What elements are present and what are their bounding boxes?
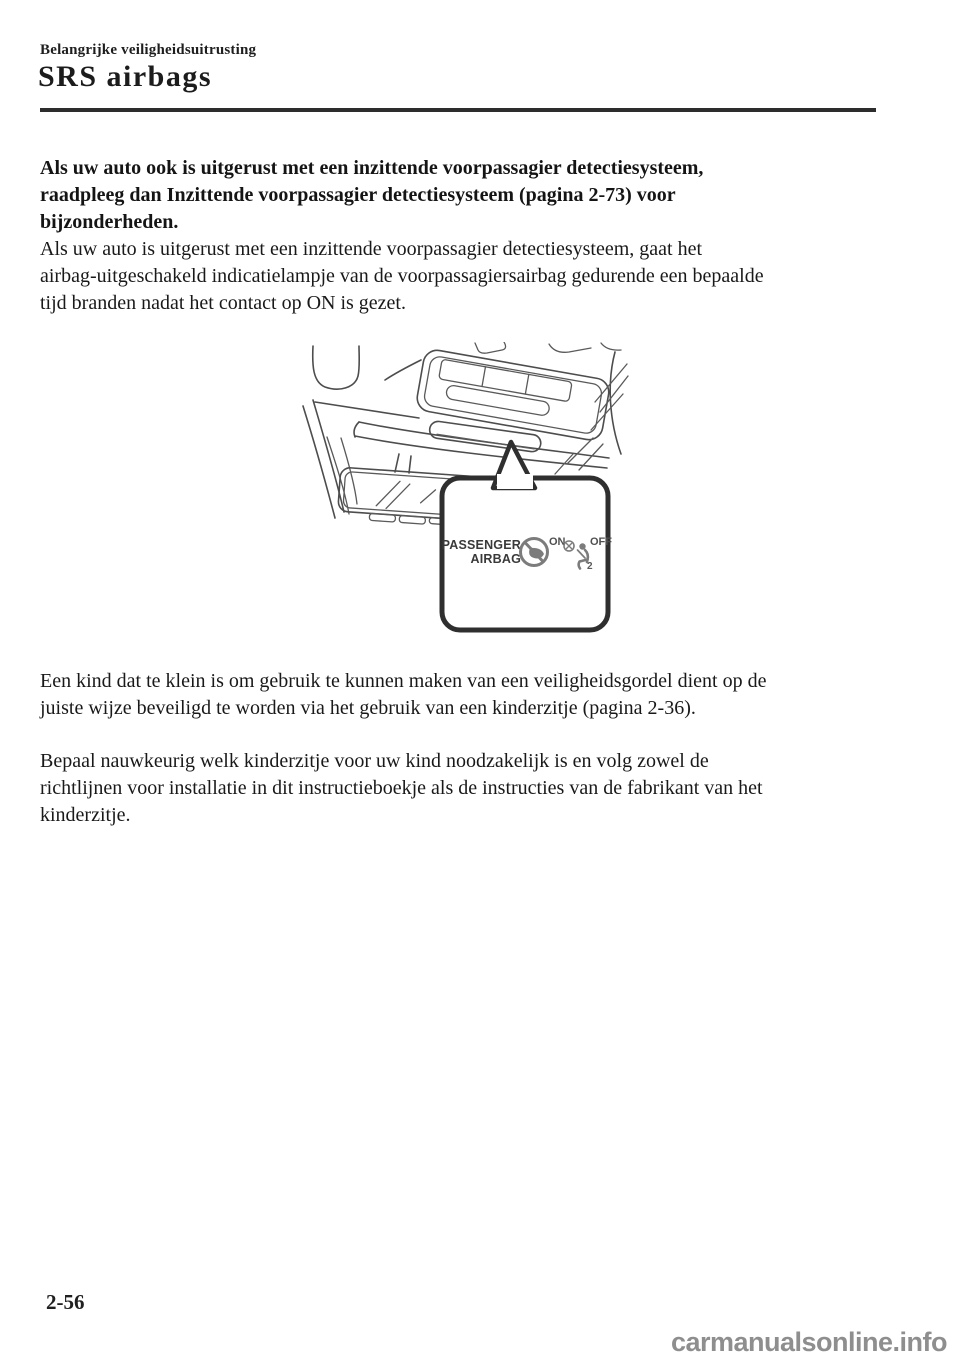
header-rule [40, 108, 876, 112]
text-line: kinderzitje. [40, 804, 131, 826]
paragraph-child-seat-selection [40, 748, 920, 829]
passenger-airbag-label-line1: PASSENGER [441, 538, 521, 552]
off-subscript: 2 [587, 561, 593, 572]
off-label: OFF [590, 536, 612, 548]
text-line: tijd branden nadat het contact op ON is gezet. [40, 292, 406, 314]
page-title: SRS airbags [38, 60, 213, 93]
dashboard-illustration-svg [297, 342, 631, 644]
text-line: Bepaal nauwkeurig welk kinderzitje voor uw kind noodzakelijk is en volg zowel de [40, 750, 709, 772]
text-line: raadpleeg dan Inzittende voorpassagier detectiesysteem (pagina 2-73) voor [40, 184, 676, 206]
callout-box [442, 478, 608, 630]
text-line: airbag-uitgeschakeld indicatielampje van de voorpassagiersairbag gedurende een bepaalde [40, 265, 764, 287]
text-line: Een kind dat te klein is om gebruik te kunnen maken van een veiligheidsgordel dient op de [40, 670, 767, 692]
section-eyebrow: Belangrijke veiligheidsuitrusting [40, 42, 257, 58]
passenger-airbag-label-line2: AIRBAG [470, 552, 521, 566]
paragraph-indicator-behavior [40, 236, 920, 317]
page-number: 2-56 [46, 1290, 85, 1314]
paragraph-detection-system-ref [40, 155, 920, 236]
text-line: Als uw auto ook is uitgerust met een inzittende voorpassagier detectiesysteem, [40, 157, 704, 179]
text-line: Als uw auto is uitgerust met een inzittende voorpassagier detectiesysteem, gaat het [40, 238, 703, 260]
callout-pointer-join [497, 474, 533, 489]
dashboard-illustration [297, 342, 631, 644]
text-line: juiste wijze beveiligd te worden via het gebruik van een kinderzitje (pagina 2-36). [40, 697, 696, 719]
watermark: carmanualsonline.info [670, 1327, 947, 1357]
text-line: bijzonderheden. [40, 211, 179, 233]
text-line: richtlijnen voor installatie in dit instructieboekje als de instructies van de fabrikant van het [40, 777, 763, 799]
paragraph-child-restraint [40, 668, 920, 722]
on-label: ON [549, 536, 566, 548]
